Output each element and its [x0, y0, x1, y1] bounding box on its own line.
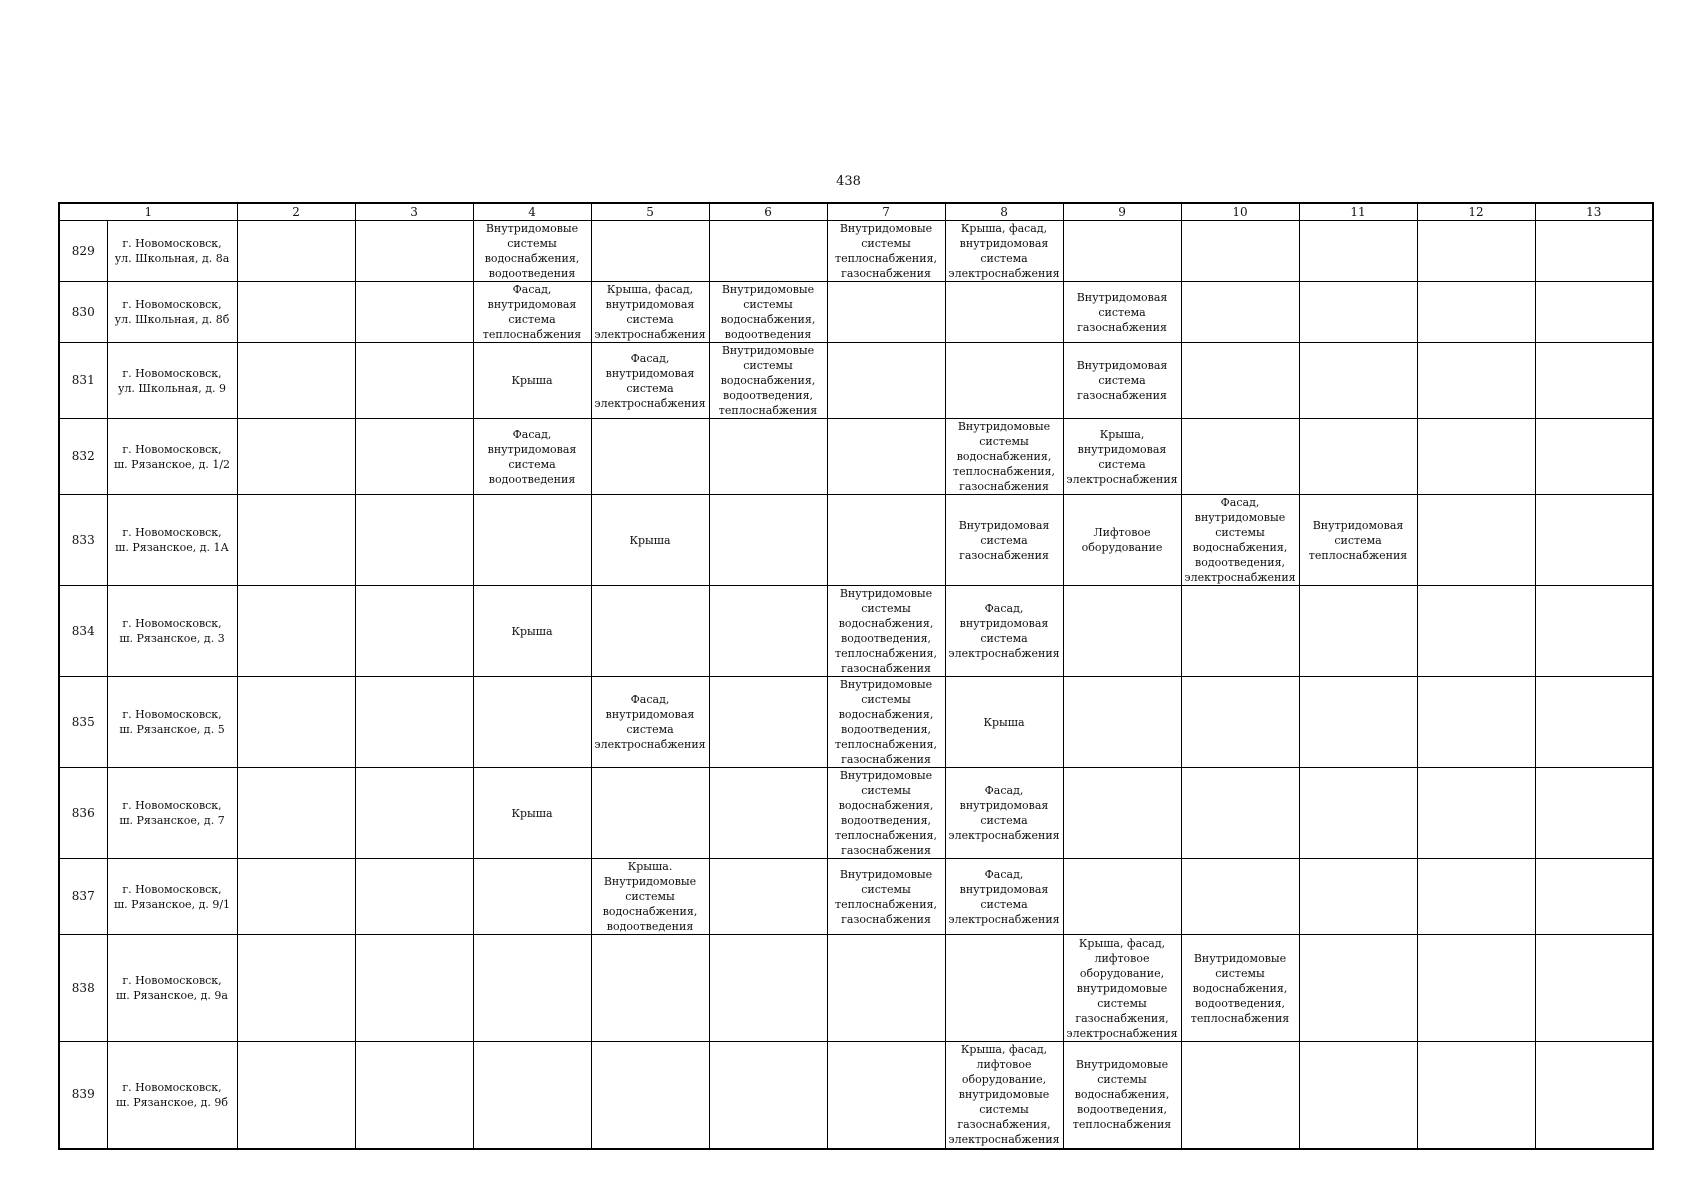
work-cell: Крыша, фасад, внутридомовая система электроснабжения [591, 282, 709, 343]
work-cell [355, 419, 473, 495]
work-cell [1417, 859, 1535, 935]
work-cell [709, 677, 827, 768]
address-cell: г. Новомосковск, ул. Школьная, д. 8а [107, 221, 237, 282]
work-cell [355, 768, 473, 859]
work-cell: Крыша, внутридомовая система электроснабжения [1063, 419, 1181, 495]
work-cell [473, 495, 591, 586]
work-cell [473, 935, 591, 1042]
work-cell [1535, 221, 1653, 282]
work-cell: Крыша, фасад, внутридомовая система электроснабжения [945, 221, 1063, 282]
work-cell [237, 221, 355, 282]
work-cell [237, 495, 355, 586]
row-number: 831 [59, 343, 107, 419]
work-cell [1417, 768, 1535, 859]
work-cell [709, 768, 827, 859]
work-cell [1299, 419, 1417, 495]
address-cell: г. Новомосковск, ш. Рязанское, д. 9/1 [107, 859, 237, 935]
address-cell: г. Новомосковск, ш. Рязанское, д. 1А [107, 495, 237, 586]
work-cell [1181, 282, 1299, 343]
work-cell [827, 1042, 945, 1149]
work-cell: Внутридомовые системы водоснабжения, водоотведения, теплоснабжения [709, 343, 827, 419]
work-cell [709, 495, 827, 586]
row-number: 837 [59, 859, 107, 935]
work-cell [355, 1042, 473, 1149]
work-cell [591, 419, 709, 495]
work-cell: Внутридомовые системы водоснабжения, водоотведения [473, 221, 591, 282]
column-header: 11 [1299, 203, 1417, 221]
work-cell [1417, 586, 1535, 677]
work-cell [1535, 677, 1653, 768]
table-row [59, 859, 1653, 935]
work-cell: Фасад, внутридомовая система водоотведения [473, 419, 591, 495]
work-cell [1535, 768, 1653, 859]
work-cell [1299, 859, 1417, 935]
table-row [59, 1042, 1653, 1149]
work-cell [1417, 221, 1535, 282]
work-cell [709, 221, 827, 282]
works-table [58, 202, 1654, 1150]
work-cell [827, 343, 945, 419]
work-cell [1299, 586, 1417, 677]
work-cell [591, 586, 709, 677]
work-cell [945, 935, 1063, 1042]
work-cell [1063, 677, 1181, 768]
row-number: 838 [59, 935, 107, 1042]
work-cell [1417, 935, 1535, 1042]
work-cell [709, 1042, 827, 1149]
row-number: 836 [59, 768, 107, 859]
work-cell [709, 859, 827, 935]
work-cell [1181, 859, 1299, 935]
row-number: 830 [59, 282, 107, 343]
table-row [59, 495, 1653, 586]
row-number: 839 [59, 1042, 107, 1149]
table-row [59, 282, 1653, 343]
work-cell: Крыша. Внутридомовые системы водоснабжения, водоотведения [591, 859, 709, 935]
work-cell [945, 343, 1063, 419]
work-cell [237, 282, 355, 343]
work-cell [827, 419, 945, 495]
work-cell: Фасад, внутридомовая система электроснабжения [591, 343, 709, 419]
work-cell: Фасад, внутридомовая система теплоснабжения [473, 282, 591, 343]
work-cell [1063, 859, 1181, 935]
work-cell [1181, 419, 1299, 495]
table-row [59, 221, 1653, 282]
work-cell: Внутридомовые системы теплоснабжения, газоснабжения [827, 859, 945, 935]
address-cell: г. Новомосковск, ш. Рязанское, д. 9б [107, 1042, 237, 1149]
work-cell [1181, 1042, 1299, 1149]
column-header: 4 [473, 203, 591, 221]
work-cell [1299, 768, 1417, 859]
work-cell [237, 935, 355, 1042]
work-cell [355, 282, 473, 343]
work-cell: Внутридомовые системы водоснабжения, водоотведения, теплоснабжения [1063, 1042, 1181, 1149]
work-cell [355, 221, 473, 282]
work-cell [473, 859, 591, 935]
column-header: 3 [355, 203, 473, 221]
work-cell [237, 768, 355, 859]
work-cell [945, 282, 1063, 343]
work-cell: Фасад, внутридомовая система электроснабжения [591, 677, 709, 768]
column-header: 1 [59, 203, 237, 221]
address-cell: г. Новомосковск, ш. Рязанское, д. 9а [107, 935, 237, 1042]
column-header: 12 [1417, 203, 1535, 221]
work-cell [355, 935, 473, 1042]
work-cell [1417, 677, 1535, 768]
work-cell [1299, 935, 1417, 1042]
work-cell: Крыша [473, 586, 591, 677]
work-cell [1299, 1042, 1417, 1149]
work-cell [1063, 221, 1181, 282]
table-row [59, 677, 1653, 768]
work-cell: Внутридомовая система газоснабжения [1063, 282, 1181, 343]
work-cell [1063, 586, 1181, 677]
work-cell [237, 859, 355, 935]
work-cell: Внутридомовые системы теплоснабжения, газоснабжения [827, 221, 945, 282]
column-header: 7 [827, 203, 945, 221]
row-number: 833 [59, 495, 107, 586]
work-cell [355, 495, 473, 586]
work-cell: Внутридомовые системы водоснабжения, водоотведения [709, 282, 827, 343]
address-cell: г. Новомосковск, ш. Рязанское, д. 3 [107, 586, 237, 677]
work-cell: Крыша, фасад, лифтовое оборудование, внутридомовые системы газоснабжения, электроснабжения [945, 1042, 1063, 1149]
work-cell [1535, 935, 1653, 1042]
work-cell [1181, 586, 1299, 677]
row-number: 834 [59, 586, 107, 677]
work-cell [591, 768, 709, 859]
work-cell [1535, 282, 1653, 343]
column-header: 13 [1535, 203, 1653, 221]
column-header: 10 [1181, 203, 1299, 221]
work-cell [1535, 343, 1653, 419]
work-cell [237, 586, 355, 677]
work-cell: Крыша [473, 343, 591, 419]
table-row [59, 343, 1653, 419]
work-cell [591, 221, 709, 282]
work-cell: Лифтовое оборудование [1063, 495, 1181, 586]
work-cell: Крыша [945, 677, 1063, 768]
work-cell [1417, 343, 1535, 419]
page-number: 438 [836, 174, 861, 189]
work-cell [1417, 282, 1535, 343]
work-cell [1299, 282, 1417, 343]
work-cell: Фасад, внутридомовая система электроснабжения [945, 859, 1063, 935]
row-number: 835 [59, 677, 107, 768]
table-row [59, 935, 1653, 1042]
work-cell [827, 495, 945, 586]
work-cell: Внутридомовая система газоснабжения [945, 495, 1063, 586]
work-cell [1417, 419, 1535, 495]
work-cell: Фасад, внутридомовая система электроснабжения [945, 586, 1063, 677]
work-cell [1063, 768, 1181, 859]
work-cell [1535, 419, 1653, 495]
row-number: 832 [59, 419, 107, 495]
work-cell [237, 419, 355, 495]
header-row [59, 203, 1653, 221]
work-cell [709, 586, 827, 677]
work-cell: Фасад, внутридомовые системы водоснабжения, водоотведения, электроснабжения [1181, 495, 1299, 586]
work-cell [1417, 495, 1535, 586]
work-cell: Крыша [591, 495, 709, 586]
work-cell [1299, 343, 1417, 419]
column-header: 2 [237, 203, 355, 221]
work-cell: Крыша, фасад, лифтовое оборудование, внутридомовые системы газоснабжения, электроснабжения [1063, 935, 1181, 1042]
work-cell: Внутридомовые системы водоснабжения, водоотведения, теплоснабжения, газоснабжения [827, 586, 945, 677]
work-cell [1535, 495, 1653, 586]
work-cell [237, 343, 355, 419]
work-cell [1299, 221, 1417, 282]
work-cell: Внутридомовые системы водоснабжения, водоотведения, теплоснабжения, газоснабжения [827, 768, 945, 859]
work-cell: Внутридомовые системы водоснабжения, теплоснабжения, газоснабжения [945, 419, 1063, 495]
address-cell: г. Новомосковск, ш. Рязанское, д. 7 [107, 768, 237, 859]
work-cell [355, 677, 473, 768]
table-row [59, 586, 1653, 677]
work-cell [1181, 768, 1299, 859]
table-row [59, 768, 1653, 859]
work-cell [1417, 1042, 1535, 1149]
work-cell [827, 935, 945, 1042]
address-cell: г. Новомосковск, ул. Школьная, д. 9 [107, 343, 237, 419]
work-cell: Внутридомовая система теплоснабжения [1299, 495, 1417, 586]
address-cell: г. Новомосковск, ш. Рязанское, д. 5 [107, 677, 237, 768]
work-cell [827, 282, 945, 343]
column-header: 9 [1063, 203, 1181, 221]
address-cell: г. Новомосковск, ул. Школьная, д. 8б [107, 282, 237, 343]
work-cell: Крыша [473, 768, 591, 859]
work-cell [355, 859, 473, 935]
work-cell [709, 935, 827, 1042]
work-cell: Фасад, внутридомовая система электроснабжения [945, 768, 1063, 859]
work-cell [237, 1042, 355, 1149]
work-cell [355, 343, 473, 419]
work-cell: Внутридомовые системы водоснабжения, водоотведения, теплоснабжения, газоснабжения [827, 677, 945, 768]
column-header: 5 [591, 203, 709, 221]
work-cell [709, 419, 827, 495]
work-cell [473, 677, 591, 768]
address-cell: г. Новомосковск, ш. Рязанское, д. 1/2 [107, 419, 237, 495]
work-cell [237, 677, 355, 768]
row-number: 829 [59, 221, 107, 282]
work-cell [1535, 859, 1653, 935]
column-header: 8 [945, 203, 1063, 221]
work-cell [1535, 1042, 1653, 1149]
work-cell [1181, 677, 1299, 768]
work-cell [1535, 586, 1653, 677]
work-cell [1181, 221, 1299, 282]
work-cell [591, 1042, 709, 1149]
work-cell [473, 1042, 591, 1149]
column-header: 6 [709, 203, 827, 221]
work-cell [591, 935, 709, 1042]
work-cell: Внутридомовые системы водоснабжения, водоотведения, теплоснабжения [1181, 935, 1299, 1042]
work-cell [355, 586, 473, 677]
table-row [59, 419, 1653, 495]
work-cell: Внутридомовая система газоснабжения [1063, 343, 1181, 419]
work-cell [1181, 343, 1299, 419]
work-cell [1299, 677, 1417, 768]
